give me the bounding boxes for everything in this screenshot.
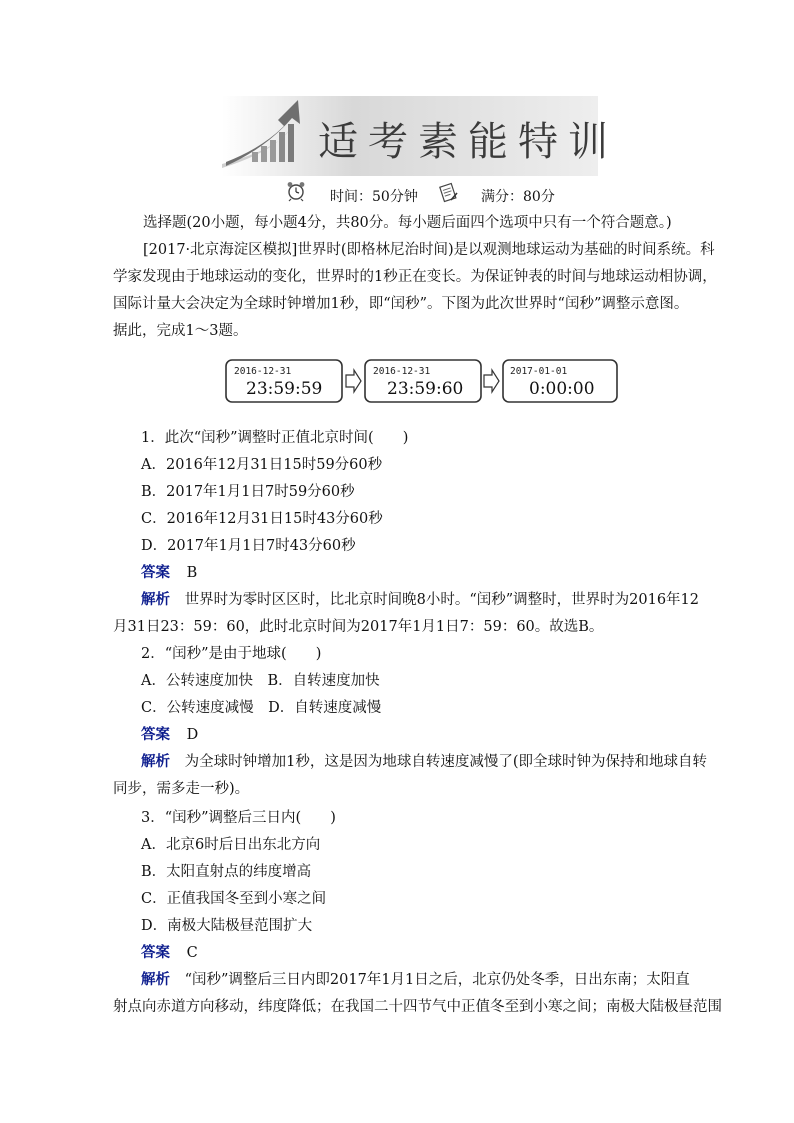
question-3-option-d: D．南极大陆极昼范围扩大 [141,918,313,934]
instructions: 选择题(20小题，每小题4分，共80分。每小题后面四个选项中只有一个符合题意。) [143,215,672,231]
answer-value: B [186,565,198,581]
stem-line-1: [2017·北京海淀区模拟]世界时(即格林尼治时间)是以观测地球运动为基础的时间系统。科 [143,242,715,258]
question-1-analysis [141,588,699,609]
question-1-option-d: D．2017年1月1日7时43分60秒 [141,538,356,554]
question-3-option-b: B．太阳直射点的纬度增高 [141,864,312,880]
question-1-answer [141,561,197,582]
clock-box-3-time: 0:00:00 [529,379,595,399]
alarm-clock-icon [285,180,307,202]
question-3-option-c: C．正值我国冬至到小寒之间 [141,891,327,907]
clock-box-1-date: 2016-12-31 [234,366,292,377]
analysis-text: 世界时为零时区区时，比北京时间晚8小时。“闰秒”调整时，世界时为2016年12 [184,592,700,608]
stem-line-2: 学家发现由于地球运动的变化，世界时的1秒正在变长。为保证钟表的时间与地球运动相协调， [113,269,717,285]
answer-value: C [186,945,198,961]
question-2-analysis [141,750,707,771]
question-2-options-cd: C．公转速度减慢 D．自转速度减慢 [141,700,382,716]
question-2-answer [141,723,198,744]
question-1-option-b: B．2017年1月1日7时59分60秒 [141,484,355,500]
arrow-right-icon [484,370,499,392]
leap-second-diagram [224,356,622,412]
analysis-label: 解析 [141,591,170,608]
analysis-label: 解析 [141,753,170,770]
question-3-stem: 3．“闰秒”调整后三日内( ) [141,810,336,826]
clock-box-1 [226,360,342,402]
question-1-analysis-cont: 月31日23：59：60，此时北京时间为2017年1月1日7：59：60。故选B。 [113,619,604,635]
question-2-stem: 2．“闰秒”是由于地球( ) [141,646,322,662]
banner-title: 适考素能特训 [318,119,618,165]
analysis-label: 解析 [141,971,170,988]
question-2-analysis-cont: 同步，需多走一秒)。 [113,781,250,797]
analysis-text: “闰秒”调整后三日内即2017年1月1日之后，北京仍处冬季，日出东南；太阳直 [184,972,690,988]
answer-label: 答案 [141,944,170,961]
question-3-analysis-cont: 射点向赤道方向移动，纬度降低；在我国二十四节气中正值冬至到小寒之间；南极大陆极昼范围 [113,999,722,1015]
question-1-option-c: C．2016年12月31日15时43分60秒 [141,511,383,527]
stem-line-3: 国际计量大会决定为全球时钟增加1秒，即“闰秒”。下图为此次世界时“闰秒”调整示意图。 [113,296,689,312]
exam-info-bar [0,184,794,206]
clock-box-2-date: 2016-12-31 [373,366,431,377]
test-paper-icon [437,182,459,204]
question-1-option-a: A．2016年12月31日15时59分60秒 [141,457,383,473]
question-2-options-ab: A．公转速度加快 B．自转速度加快 [141,673,380,689]
question-3-analysis [141,968,690,989]
clock-box-3 [503,360,617,402]
answer-label: 答案 [141,564,170,581]
clock-box-1-time: 23:59:59 [246,379,323,399]
arrow-right-icon [346,370,361,392]
question-3-answer [141,941,198,962]
exam-time: 时间：50分钟 [330,189,418,205]
answer-label: 答案 [141,726,170,743]
exam-score: 满分：80分 [481,189,555,205]
analysis-text: 为全球时钟增加1秒，这是因为地球自转速度减慢了(即全球时钟为保持和地球自转 [184,754,707,770]
clock-box-2 [365,360,481,402]
stem-line-4: 据此，完成1～3题。 [113,323,248,339]
clock-box-2-time: 23:59:60 [387,379,464,399]
answer-value: D [186,727,199,743]
clock-box-3-date: 2017-01-01 [510,366,568,377]
question-1-stem: 1．此次“闰秒”调整时正值北京时间( ) [141,430,409,446]
question-3-option-a: A．北京6时后日出东北方向 [141,837,321,853]
